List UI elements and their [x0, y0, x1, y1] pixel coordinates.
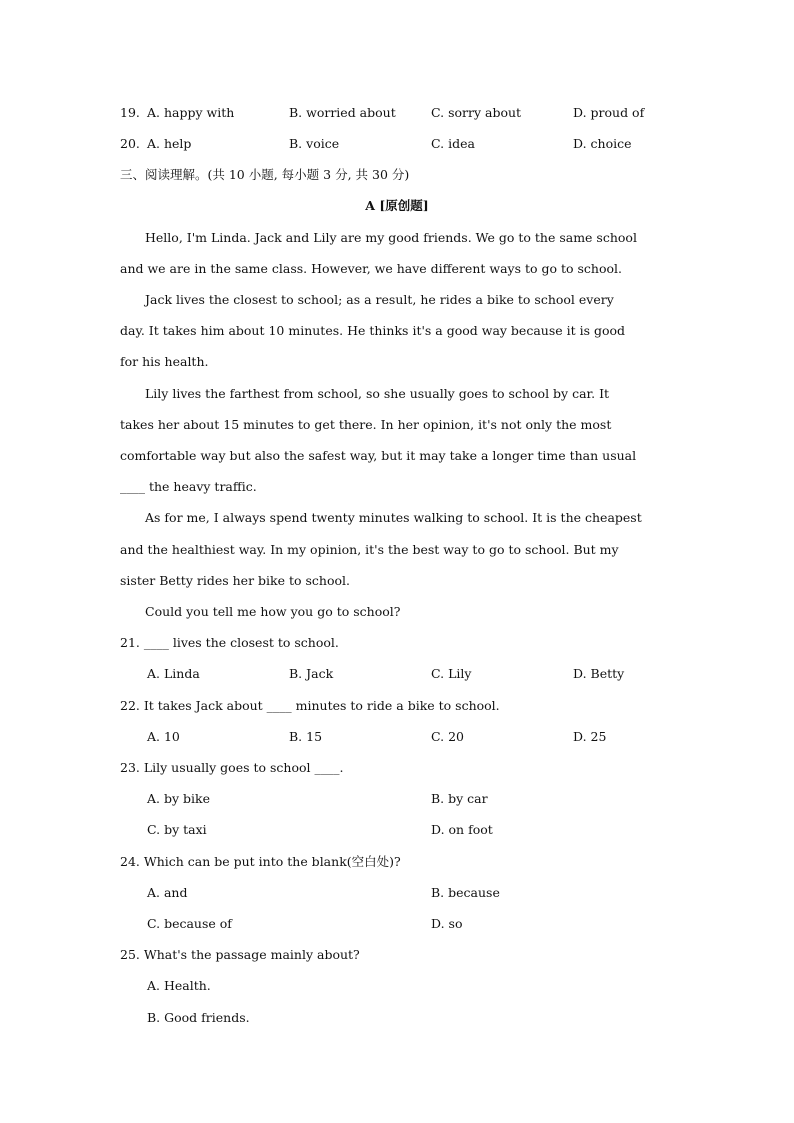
passage-line: comfortable way but also the safest way, but it may take a longer time than usual — [120, 448, 637, 463]
question-20-number: 20. — [120, 136, 140, 151]
question-20-option-d: D. choice — [573, 136, 632, 151]
question-19-option-d: D. proud of — [573, 105, 645, 120]
question-23-option-d: D. on foot — [431, 822, 493, 837]
passage-line: As for me, I always spend twenty minutes walking to school. It is the cheapest — [145, 510, 642, 525]
question-24-stem: 24. Which can be put into the blank(空白处)? — [120, 854, 401, 869]
passage-line: day. It takes him about 10 minutes. He thinks it's a good way because it is good — [120, 323, 626, 338]
passage-line: and we are in the same class. However, we have different ways to go to school. — [120, 261, 623, 276]
question-21-option-a: A. Linda — [147, 666, 200, 681]
question-22-stem: 22. It takes Jack about ____ minutes to ride a bike to school. — [120, 698, 500, 713]
question-21-option-d: D. Betty — [573, 666, 625, 681]
passage-line: Jack lives the closest to school; as a result, he rides a bike to school every — [145, 292, 614, 307]
question-23-stem: 23. Lily usually goes to school ____. — [120, 760, 344, 775]
question-22-option-c: C. 20 — [431, 729, 464, 744]
question-22-option-b: B. 15 — [289, 729, 323, 744]
question-24-option-d: D. so — [431, 916, 463, 931]
passage-title: A [原创题] — [365, 198, 429, 213]
passage-line: Lily lives the farthest from school, so she usually goes to school by car. It — [145, 386, 610, 401]
passage-line: for his health. — [120, 354, 209, 369]
passage-line: sister Betty rides her bike to school. — [120, 573, 350, 588]
passage-line: Could you tell me how you go to school? — [145, 604, 401, 619]
passage-line: takes her about 15 minutes to get there. In her opinion, it's not only the most — [120, 417, 612, 432]
question-25-option-a: A. Health. — [147, 978, 211, 993]
question-24-option-b: B. because — [431, 885, 500, 900]
passage-line: ____ the heavy traffic. — [120, 479, 257, 494]
question-23-option-a: A. by bike — [147, 791, 210, 806]
question-19-option-a: A. happy with — [147, 105, 235, 120]
question-23-option-c: C. by taxi — [147, 822, 207, 837]
question-19-number: 19. — [120, 105, 140, 120]
question-24-option-c: C. because of — [147, 916, 232, 931]
question-20-option-a: A. help — [147, 136, 192, 151]
question-20-option-b: B. voice — [289, 136, 340, 151]
question-19-option-b: B. worried about — [289, 105, 396, 120]
question-25-option-b: B. Good friends. — [147, 1010, 250, 1025]
question-21-option-b: B. Jack — [289, 666, 334, 681]
section-heading: 三、阅读理解。(共 10 小题, 每小题 3 分, 共 30 分) — [120, 167, 410, 182]
question-22-option-d: D. 25 — [573, 729, 607, 744]
question-20-option-c: C. idea — [431, 136, 475, 151]
question-24-option-a: A. and — [147, 885, 188, 900]
question-21-stem: 21. ____ lives the closest to school. — [120, 635, 339, 650]
passage-line: Hello, I'm Linda. Jack and Lily are my good friends. We go to the same school — [145, 230, 637, 245]
passage-line: and the healthiest way. In my opinion, it's the best way to go to school. But my — [120, 542, 619, 557]
question-23-option-b: B. by car — [431, 791, 488, 806]
question-19-option-c: C. sorry about — [431, 105, 522, 120]
question-21-option-c: C. Lily — [431, 666, 472, 681]
question-22-option-a: A. 10 — [147, 729, 180, 744]
question-25-stem: 25. What's the passage mainly about? — [120, 947, 360, 962]
